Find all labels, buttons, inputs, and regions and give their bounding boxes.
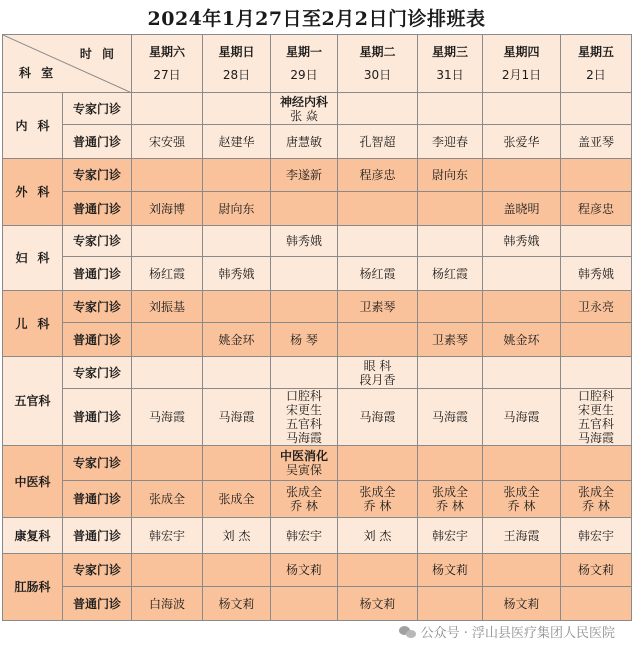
date-label: 28日 bbox=[222, 68, 251, 82]
doctor-name: 王海霞 bbox=[503, 528, 540, 543]
schedule-cell bbox=[203, 323, 271, 357]
schedule-row bbox=[3, 93, 632, 125]
schedule-cell bbox=[483, 291, 561, 323]
doctor-name: 马海霞 bbox=[148, 410, 185, 424]
doctor-name: 乔 林 bbox=[507, 499, 536, 513]
doctor-name: 乔 林 bbox=[290, 499, 318, 513]
doctor-name: 杨文莉 bbox=[359, 596, 396, 611]
schedule-cell bbox=[132, 125, 203, 159]
schedule-cell bbox=[132, 159, 203, 192]
department-name: 康复科 bbox=[3, 518, 63, 554]
schedule-row bbox=[3, 291, 632, 323]
doctor-name: 姚金环 bbox=[503, 332, 540, 347]
schedule-cell bbox=[483, 257, 561, 291]
schedule-cell bbox=[132, 481, 203, 518]
doctor-name: 杨文莉 bbox=[431, 563, 468, 577]
schedule-cell bbox=[338, 446, 418, 481]
doctor-name: 盖晓明 bbox=[503, 201, 540, 216]
schedule-row bbox=[3, 159, 632, 192]
schedule-cell bbox=[561, 226, 632, 257]
schedule-cell bbox=[561, 192, 632, 226]
doctor-name: 张成全 bbox=[218, 492, 255, 506]
header-day-2 bbox=[271, 35, 338, 93]
schedule-cell bbox=[132, 389, 203, 446]
schedule-row bbox=[3, 554, 632, 587]
schedule-cell bbox=[483, 323, 561, 357]
watermark bbox=[399, 622, 615, 641]
department-name: 中医科 bbox=[3, 446, 63, 518]
doctor-name: 刘振基 bbox=[148, 299, 185, 314]
doctor-name: 乔 林 bbox=[582, 499, 610, 513]
doctor-name: 刘 杰 bbox=[222, 528, 251, 543]
schedule-row bbox=[3, 192, 632, 226]
schedule-cell bbox=[483, 481, 561, 518]
schedule-cell bbox=[483, 93, 561, 125]
department-name: 儿科 bbox=[3, 291, 63, 357]
schedule-row bbox=[3, 389, 632, 446]
schedule-cell bbox=[561, 159, 632, 192]
doctor-name: 韩宏宇 bbox=[148, 528, 185, 543]
schedule-cell bbox=[203, 192, 271, 226]
doctor-name: 杨红霞 bbox=[431, 266, 468, 281]
doctor-name: 韩秀娥 bbox=[503, 234, 540, 248]
schedule-row bbox=[3, 323, 632, 357]
page-title: 2024年1月27日至2月2日门诊排班表 bbox=[147, 8, 486, 30]
doctor-name: 李遂新 bbox=[285, 168, 322, 182]
schedule-cell bbox=[561, 446, 632, 481]
schedule-cell bbox=[203, 226, 271, 257]
doctor-name: 白海波 bbox=[148, 596, 185, 611]
doctor-name: 杨红霞 bbox=[359, 266, 396, 281]
schedule-cell bbox=[271, 389, 338, 446]
schedule-cell bbox=[203, 357, 271, 389]
schedule-cell bbox=[338, 125, 418, 159]
schedule-cell bbox=[271, 159, 338, 192]
department-name: 五官科 bbox=[3, 357, 63, 446]
schedule-row bbox=[3, 587, 632, 621]
general-clinic-label: 普通门诊 bbox=[63, 481, 132, 518]
doctor-name: 李迎春 bbox=[431, 134, 468, 149]
doctor-name: 马海霞 bbox=[431, 410, 468, 424]
schedule-cell bbox=[338, 192, 418, 226]
expert-clinic-label: 专家门诊 bbox=[63, 357, 132, 389]
schedule-cell bbox=[203, 125, 271, 159]
schedule-cell bbox=[338, 93, 418, 125]
schedule-row bbox=[3, 357, 632, 389]
schedule-cell bbox=[561, 323, 632, 357]
schedule-cell bbox=[271, 587, 338, 621]
schedule-row bbox=[3, 481, 632, 518]
schedule-cell bbox=[132, 226, 203, 257]
doctor-name: 张成全 bbox=[359, 485, 396, 499]
general-clinic-label: 普通门诊 bbox=[63, 518, 132, 554]
schedule-cell bbox=[203, 518, 271, 554]
schedule-cell bbox=[418, 257, 483, 291]
doctor-name: 韩秀娥 bbox=[577, 266, 614, 281]
doctor-name: 宋更生 bbox=[285, 403, 322, 417]
schedule-cell bbox=[561, 93, 632, 125]
schedule-cell bbox=[418, 587, 483, 621]
schedule-cell bbox=[132, 518, 203, 554]
doctor-name: 韩宏宇 bbox=[431, 528, 468, 543]
schedule-cell bbox=[271, 192, 338, 226]
schedule-cell bbox=[418, 446, 483, 481]
corner-dept-label: 科 室 bbox=[19, 66, 57, 80]
schedule-row bbox=[3, 446, 632, 481]
weekday-label: 星期二 bbox=[359, 45, 396, 59]
doctor-name: 杨红霞 bbox=[148, 266, 185, 281]
schedule-cell bbox=[561, 357, 632, 389]
doctor-name: 盖亚琴 bbox=[577, 134, 614, 149]
doctor-name: 杨文莉 bbox=[285, 563, 322, 577]
schedule-cell bbox=[418, 518, 483, 554]
date-label: 27日 bbox=[153, 68, 181, 82]
schedule-cell bbox=[271, 226, 338, 257]
doctor-name: 杨文莉 bbox=[218, 596, 255, 611]
weekday-label: 星期六 bbox=[148, 45, 185, 59]
weekday-label: 星期三 bbox=[431, 45, 468, 59]
schedule-cell bbox=[132, 446, 203, 481]
schedule-cell bbox=[203, 554, 271, 587]
weekday-label: 星期五 bbox=[577, 45, 614, 59]
doctor-name: 五官科 bbox=[577, 417, 614, 431]
date-label: 29日 bbox=[290, 68, 318, 82]
doctor-name: 尉向东 bbox=[218, 201, 255, 216]
schedule-cell bbox=[203, 587, 271, 621]
doctor-name: 口腔科 bbox=[285, 389, 322, 403]
schedule-row bbox=[3, 518, 632, 554]
schedule-cell bbox=[418, 554, 483, 587]
schedule-cell bbox=[271, 357, 338, 389]
schedule-cell bbox=[418, 481, 483, 518]
schedule-table bbox=[2, 34, 632, 621]
schedule-cell bbox=[483, 446, 561, 481]
schedule-cell bbox=[483, 357, 561, 389]
doctor-name: 眼 科 bbox=[363, 358, 392, 373]
expert-clinic-label: 专家门诊 bbox=[63, 446, 132, 481]
schedule-cell bbox=[132, 257, 203, 291]
doctor-name: 程彦忠 bbox=[359, 168, 396, 182]
doctor-name: 刘 杰 bbox=[363, 528, 392, 543]
schedule-cell bbox=[271, 518, 338, 554]
doctor-name: 马海霞 bbox=[359, 410, 396, 424]
doctor-name: 吴寅保 bbox=[285, 463, 322, 477]
schedule-cell bbox=[561, 125, 632, 159]
doctor-name: 段月香 bbox=[359, 372, 396, 387]
doctor-name: 马海霞 bbox=[503, 410, 540, 424]
doctor-name: 杨文莉 bbox=[503, 596, 540, 611]
date-label: 31日 bbox=[436, 68, 464, 82]
schedule-cell bbox=[418, 357, 483, 389]
schedule-cell bbox=[203, 93, 271, 125]
schedule-cell bbox=[483, 125, 561, 159]
schedule-cell bbox=[203, 291, 271, 323]
general-clinic-label: 普通门诊 bbox=[63, 389, 132, 446]
expert-clinic-label: 专家门诊 bbox=[63, 93, 132, 125]
doctor-name: 唐慧敏 bbox=[285, 134, 322, 149]
doctor-name: 张成全 bbox=[148, 492, 185, 506]
doctor-name: 赵建华 bbox=[218, 134, 255, 149]
schedule-cell bbox=[561, 554, 632, 587]
schedule-cell bbox=[132, 323, 203, 357]
schedule-cell bbox=[338, 389, 418, 446]
schedule-cell bbox=[418, 291, 483, 323]
schedule-cell bbox=[132, 357, 203, 389]
schedule-cell bbox=[132, 93, 203, 125]
specialty-label: 中医消化 bbox=[279, 449, 328, 463]
corner-time-label: 时 间 bbox=[79, 47, 117, 61]
doctor-name: 卫素琴 bbox=[431, 332, 468, 347]
weekday-label: 星期四 bbox=[503, 45, 540, 59]
schedule-cell bbox=[271, 125, 338, 159]
schedule-cell bbox=[338, 159, 418, 192]
doctor-name: 张成全 bbox=[431, 485, 468, 499]
schedule-cell bbox=[418, 323, 483, 357]
schedule-row bbox=[3, 226, 632, 257]
header-corner bbox=[3, 35, 132, 93]
schedule-cell bbox=[338, 481, 418, 518]
schedule-cell bbox=[483, 226, 561, 257]
schedule-cell bbox=[203, 389, 271, 446]
schedule-cell bbox=[483, 192, 561, 226]
schedule-cell bbox=[271, 446, 338, 481]
schedule-cell bbox=[418, 226, 483, 257]
schedule-cell bbox=[271, 481, 338, 518]
schedule-cell bbox=[132, 554, 203, 587]
doctor-name: 口腔科 bbox=[577, 389, 614, 403]
schedule-row bbox=[3, 257, 632, 291]
schedule-cell bbox=[561, 389, 632, 446]
schedule-cell bbox=[271, 323, 338, 357]
date-label: 2月1日 bbox=[501, 68, 542, 82]
doctor-name: 宋更生 bbox=[577, 403, 614, 417]
schedule-cell bbox=[271, 554, 338, 587]
schedule-cell bbox=[271, 93, 338, 125]
schedule-cell bbox=[338, 518, 418, 554]
schedule-cell bbox=[561, 291, 632, 323]
header-day-6 bbox=[561, 35, 632, 93]
general-clinic-label: 普通门诊 bbox=[63, 587, 132, 621]
general-clinic-label: 普通门诊 bbox=[63, 125, 132, 159]
schedule-cell bbox=[418, 192, 483, 226]
header-day-4 bbox=[418, 35, 483, 93]
header-day-1 bbox=[203, 35, 271, 93]
doctor-name: 张爱华 bbox=[503, 134, 540, 149]
schedule-row bbox=[3, 125, 632, 159]
doctor-name: 马海霞 bbox=[577, 431, 614, 445]
general-clinic-label: 普通门诊 bbox=[63, 323, 132, 357]
schedule-cell bbox=[132, 291, 203, 323]
department-name: 肛肠科 bbox=[3, 554, 63, 621]
doctor-name: 杨文莉 bbox=[577, 563, 614, 577]
schedule-cell bbox=[338, 257, 418, 291]
date-label: 30日 bbox=[363, 68, 392, 82]
schedule-cell bbox=[483, 159, 561, 192]
doctor-name: 马海霞 bbox=[285, 431, 322, 445]
header-day-5 bbox=[483, 35, 561, 93]
department-name: 外科 bbox=[3, 159, 63, 226]
doctor-name: 张成全 bbox=[503, 485, 540, 499]
schedule-cell bbox=[203, 257, 271, 291]
general-clinic-label: 普通门诊 bbox=[63, 192, 132, 226]
schedule-cell bbox=[338, 323, 418, 357]
schedule-cell bbox=[561, 518, 632, 554]
header-day-3 bbox=[338, 35, 418, 93]
schedule-cell bbox=[561, 481, 632, 518]
doctor-name: 张成全 bbox=[577, 485, 614, 499]
doctor-name: 五官科 bbox=[285, 417, 322, 431]
doctor-name: 韩宏宇 bbox=[577, 528, 614, 543]
schedule-cell bbox=[418, 93, 483, 125]
schedule-cell bbox=[338, 357, 418, 389]
schedule-cell bbox=[418, 389, 483, 446]
schedule-cell bbox=[483, 587, 561, 621]
schedule-cell bbox=[483, 518, 561, 554]
schedule-cell bbox=[418, 125, 483, 159]
schedule-cell bbox=[271, 291, 338, 323]
schedule-cell bbox=[203, 481, 271, 518]
doctor-name: 卫素琴 bbox=[359, 299, 396, 314]
schedule-cell bbox=[132, 192, 203, 226]
doctor-name: 乔 林 bbox=[363, 499, 392, 513]
schedule-cell bbox=[271, 257, 338, 291]
schedule-cell bbox=[338, 554, 418, 587]
specialty-label: 神经内科 bbox=[279, 94, 328, 109]
diagonal-line bbox=[3, 35, 132, 93]
expert-clinic-label: 专家门诊 bbox=[63, 291, 132, 323]
doctor-name: 韩宏宇 bbox=[285, 528, 322, 543]
doctor-name: 张 焱 bbox=[290, 108, 318, 123]
general-clinic-label: 普通门诊 bbox=[63, 257, 132, 291]
doctor-name: 尉向东 bbox=[431, 168, 468, 182]
schedule-cell bbox=[483, 554, 561, 587]
doctor-name: 卫永亮 bbox=[577, 299, 614, 314]
doctor-name: 杨 琴 bbox=[290, 332, 318, 347]
doctor-name: 张成全 bbox=[285, 485, 322, 499]
doctor-name: 姚金环 bbox=[218, 332, 255, 347]
department-name: 妇科 bbox=[3, 226, 63, 291]
watermark-text: 公众号 · 浮山县医疗集团人民医院 bbox=[420, 626, 615, 641]
expert-clinic-label: 专家门诊 bbox=[63, 159, 132, 192]
doctor-name: 马海霞 bbox=[218, 410, 255, 424]
schedule-cell bbox=[338, 291, 418, 323]
schedule-cell bbox=[338, 226, 418, 257]
weekday-label: 星期日 bbox=[218, 45, 255, 59]
schedule-cell bbox=[203, 446, 271, 481]
expert-clinic-label: 专家门诊 bbox=[63, 226, 132, 257]
doctor-name: 孔智超 bbox=[359, 134, 396, 149]
schedule-cell bbox=[338, 587, 418, 621]
doctor-name: 刘海博 bbox=[148, 201, 185, 216]
header-row bbox=[3, 35, 632, 93]
doctor-name: 乔 林 bbox=[436, 499, 464, 513]
date-label: 2日 bbox=[586, 68, 606, 82]
schedule-cell bbox=[483, 389, 561, 446]
doctor-name: 程彦忠 bbox=[577, 201, 614, 216]
schedule-cell bbox=[561, 257, 632, 291]
doctor-name: 宋安强 bbox=[148, 134, 185, 149]
wechat-icon bbox=[399, 625, 417, 639]
expert-clinic-label: 专家门诊 bbox=[63, 554, 132, 587]
schedule-cell bbox=[561, 587, 632, 621]
department-name: 内科 bbox=[3, 93, 63, 159]
schedule-cell bbox=[132, 587, 203, 621]
doctor-name: 韩秀娥 bbox=[218, 266, 255, 281]
schedule-cell bbox=[418, 159, 483, 192]
doctor-name: 韩秀娥 bbox=[285, 234, 322, 248]
schedule-cell bbox=[203, 159, 271, 192]
header-day-0 bbox=[132, 35, 203, 93]
weekday-label: 星期一 bbox=[285, 45, 322, 59]
